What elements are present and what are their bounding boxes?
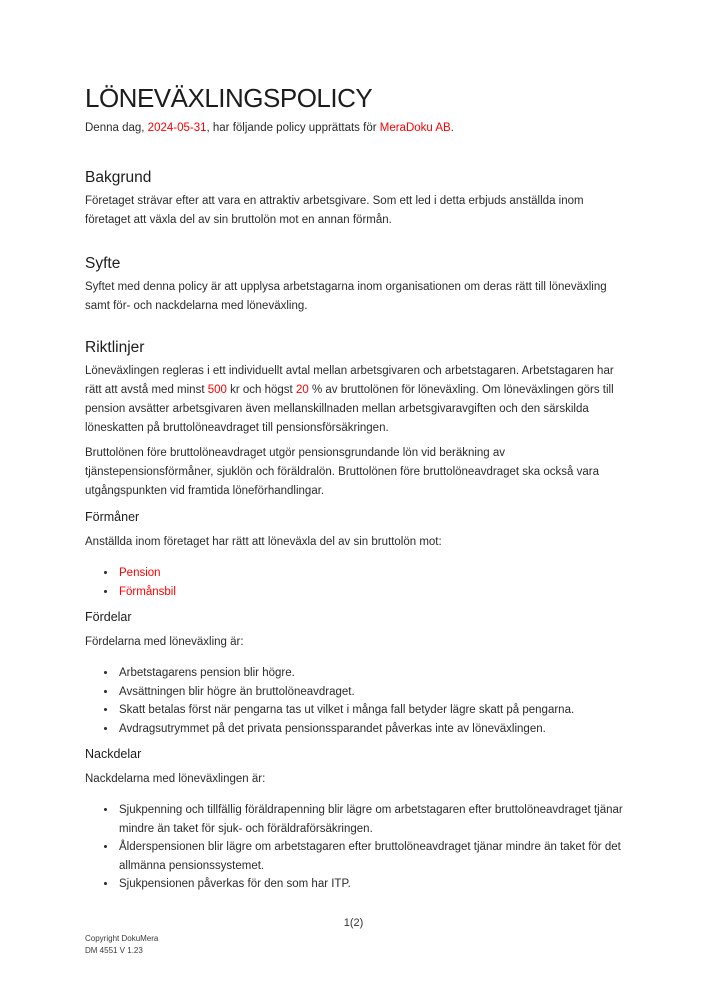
min-amount-value: 500 <box>207 384 227 396</box>
riktlinjer-paragraph-2: Bruttolönen före bruttolöneavdraget utgör pensionsgrundande lön vid beräkning av tjänstepensionsförmåner, sjuklön och föräldralön. Bruttolönen före bruttolöneavdraget ska också vara utgångspunkten vid framtida löneförhandlingar. <box>85 447 599 497</box>
subheading-formaner: Förmåner <box>85 510 140 524</box>
page-number: 1(2) <box>343 917 364 929</box>
document-title: LÖNEVÄXLINGSPOLICY <box>85 83 373 113</box>
footer-copyright <box>85 933 158 956</box>
nackdelar-lead: Nackdelarna med löneväxlingen är: <box>85 773 266 785</box>
fordelar-lead: Fördelarna med löneväxling är: <box>85 636 244 648</box>
document-id-line: DM 4551 V 1.23 <box>85 945 143 955</box>
intro-text-1: Denna dag, <box>85 122 148 134</box>
document-content <box>85 84 623 894</box>
bakgrund-paragraph: Företaget strävar efter att vara en attraktiv arbetsgivare. Som ett led i detta erbjuds anställda inom företaget att växla del av sin bruttolön mot en annan förmån. <box>85 195 584 226</box>
section-heading-bakgrund: Bakgrund <box>85 169 152 186</box>
list-item: • Sjukpensionen påverkas för den som har ITP. <box>117 875 623 894</box>
list-item: • Ålderspensionen blir lägre om arbetstagaren efter bruttolöneavdraget tjänar mindre än taket för det allmänna pensionssystemet. <box>117 838 623 875</box>
section-heading-syfte: Syfte <box>85 255 121 272</box>
riktlinjer-text-1: Löneväxlingen regleras i ett individuellt avtal mellan arbetsgivaren och arbetstagaren. Arbetstagaren har rätt att avstå med minst <box>85 365 614 396</box>
list-item <box>117 583 623 602</box>
fordelar-list <box>85 664 623 738</box>
nackdelar-list <box>85 801 623 894</box>
company-name: MeraDoku AB <box>379 122 451 134</box>
intro-text-3: . <box>450 122 454 134</box>
list-item: • Sjukpenning och tillfällig föräldrapenning blir lägre om arbetstagaren efter bruttolöneavdraget tjänar mindre än taket för sjuk- och föräldraförsäkringen. <box>117 801 623 838</box>
copyright-line: Copyright DokuMera <box>85 934 159 943</box>
formaner-item-formansbil: Förmånsbil <box>119 585 176 598</box>
section-heading-riktlinjer: Riktlinjer <box>85 339 145 356</box>
subheading-fordelar: Fördelar <box>85 610 132 624</box>
list-item: • Skatt betalas först när pengarna tas ut vilket i många fall betyder lägre skatt på pengarna. <box>117 701 623 720</box>
policy-date: 2024-05-31 <box>147 122 207 134</box>
syfte-paragraph: Syftet med denna policy är att upplysa arbetstagarna inom organisationen om deras rätt till löneväxling samt för- och nackdelarna med löneväxling. <box>85 281 607 312</box>
riktlinjer-text-3: % av bruttolönen för löneväxling. Om löneväxlingen görs till pension avsätter arbetsgivaren även mellanskillnaden mellan arbetsgivaravgiften och den särskilda löneskatten på bruttolöneavdraget till pensionsförsäkringen. <box>85 384 614 434</box>
formaner-lead: Anställda inom företaget har rätt att löneväxla del av sin bruttolön mot: <box>85 536 442 548</box>
list-item <box>117 564 623 583</box>
intro-line <box>85 120 623 136</box>
list-item: • Arbetstagarens pension blir högre. <box>117 664 623 683</box>
riktlinjer-paragraph-1 <box>85 362 623 438</box>
formaner-item-pension: Pension <box>119 567 161 579</box>
riktlinjer-text-2: kr och högst <box>226 384 296 396</box>
intro-text-2: , har följande policy upprättats för <box>206 122 380 134</box>
formaner-list <box>85 564 623 601</box>
list-item: • Avdragsutrymmet på det privata pensionssparandet påverkas inte av löneväxlingen. <box>117 720 623 739</box>
subheading-nackdelar: Nackdelar <box>85 747 142 761</box>
list-item: • Avsättningen blir högre än bruttolöneavdraget. <box>117 683 623 702</box>
max-percent-value: 20 <box>295 384 309 396</box>
